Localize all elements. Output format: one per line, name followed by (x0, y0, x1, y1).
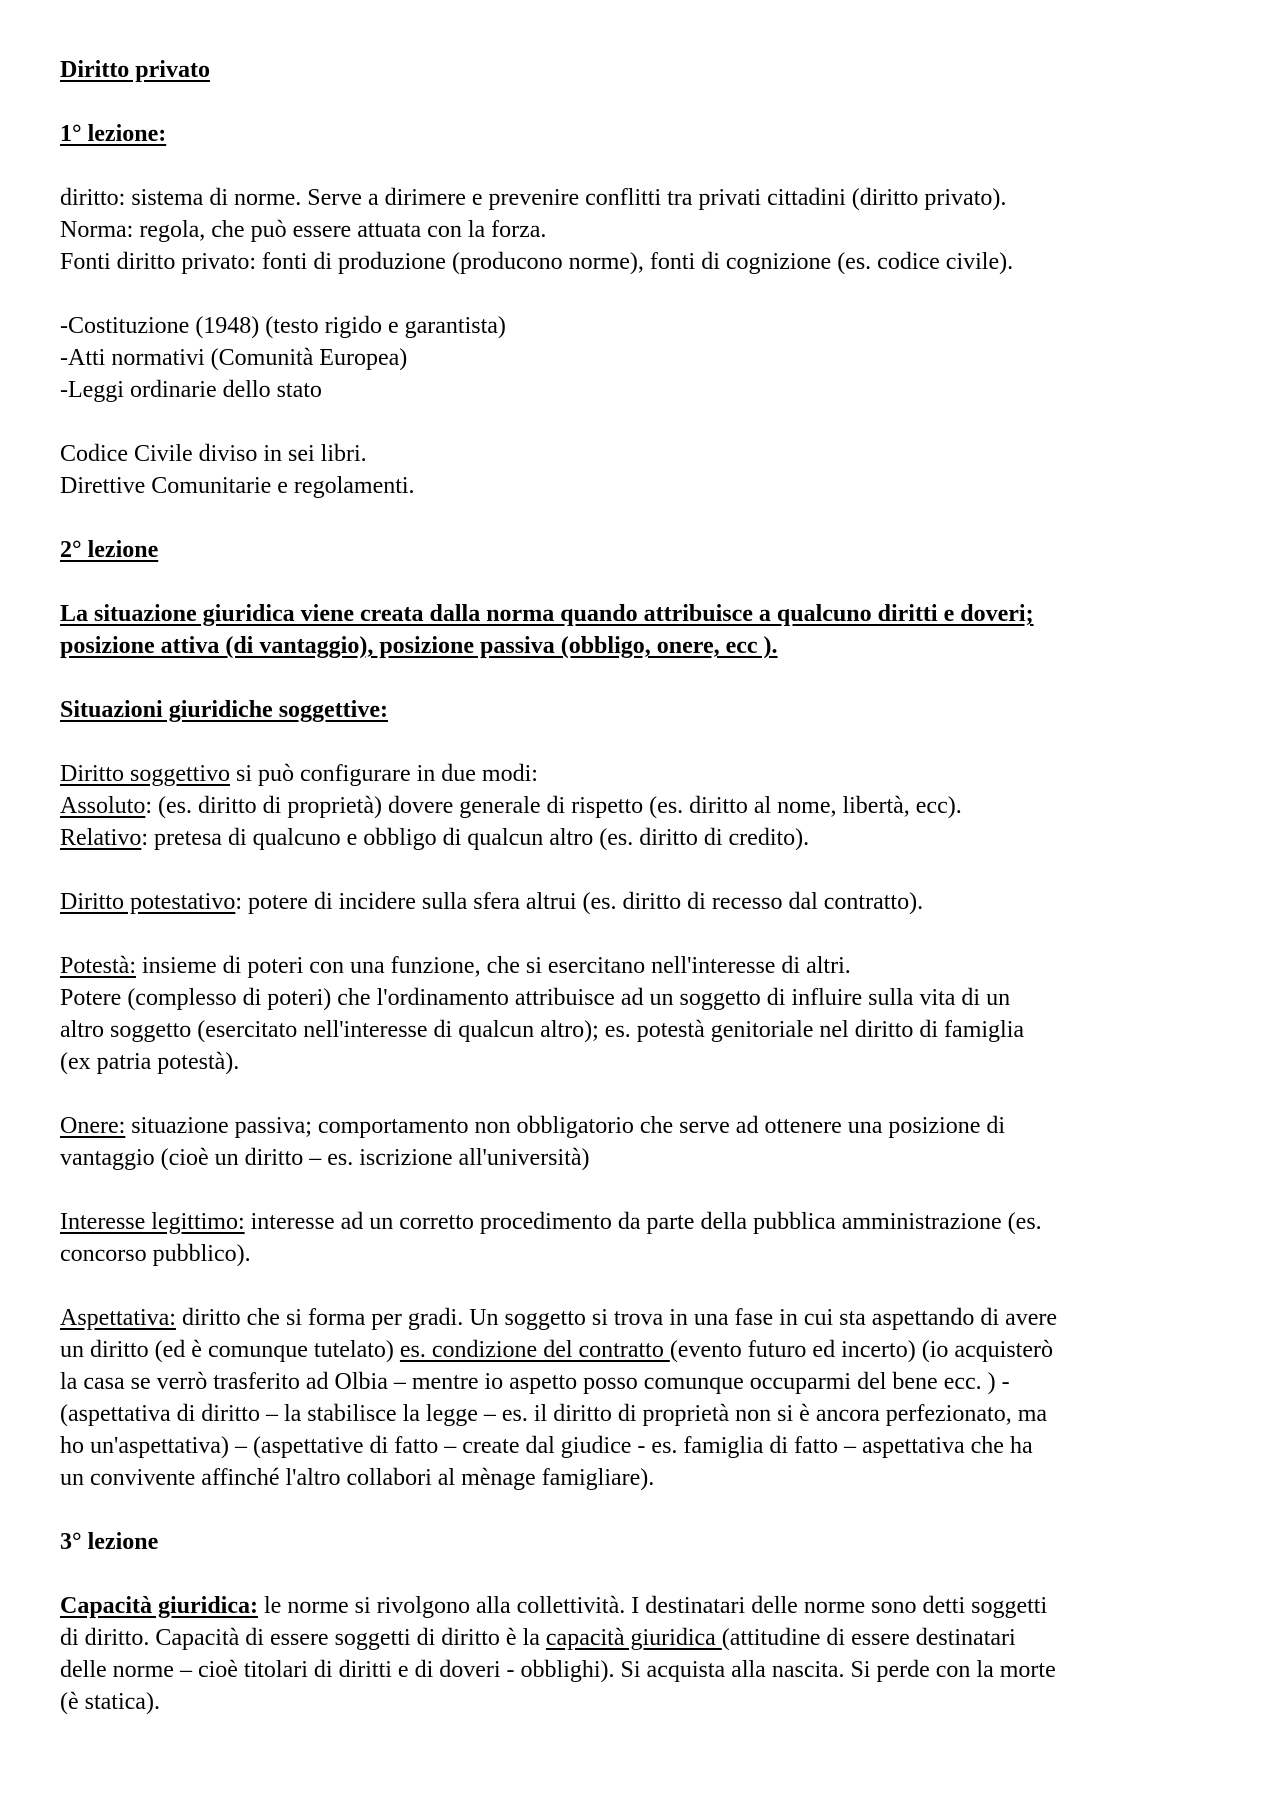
term: Aspettativa: (60, 1305, 176, 1331)
definition-capacita-giuridica (60, 1590, 1240, 1622)
definition-text: diritto che si forma per gradi. Un soggetto si trova in una fase in cui sta aspettando di avere (175, 1305, 1058, 1331)
underlined-phrase: capacità giuridica (545, 1625, 722, 1651)
list-item: -Costituzione (1948) (testo rigido e garantista) (60, 313, 506, 339)
underlined-phrase: es. condizione del contratto (399, 1337, 670, 1363)
paragraph-line: Direttive Comunitarie e regolamenti. (60, 473, 415, 499)
paragraph-line: Codice Civile diviso in sei libri. (60, 441, 367, 467)
paragraph-line: (ex patria potestà). (60, 1049, 240, 1075)
paragraph-line: delle norme – cioè titolari di diritti e di doveri - obblighi). Si acquista alla nascita. Si perde con la morte (60, 1657, 1056, 1683)
paragraph-line: (aspettativa di diritto – la stabilisce la legge – es. il diritto di proprietà non si è ancora perfezionato, ma (60, 1401, 1048, 1427)
text-run: di diritto. Capacità di essere soggetti di diritto è la (60, 1625, 546, 1651)
term: Diritto soggettivo (60, 761, 230, 787)
term: Assoluto (60, 793, 146, 819)
definition-diritto-potestativo (60, 886, 1240, 918)
text-run: un diritto (ed è comunque tutelato) (60, 1337, 400, 1363)
lesson-1-heading: 1° lezione: (60, 121, 167, 147)
definition-potesta (60, 950, 1240, 982)
lesson-2-heading: 2° lezione (60, 537, 159, 563)
section-subheading: Situazioni giuridiche soggettive: (60, 697, 388, 723)
document-page (60, 54, 1240, 1718)
lesson-3-heading: 3° lezione (60, 1529, 159, 1555)
definition-interesse-legittimo (60, 1206, 1240, 1238)
paragraph-line: la casa se verrò trasferito ad Olbia – mentre io aspetto posso comunque occuparmi del bene ecc. ) - (60, 1369, 1010, 1395)
list-item: -Atti normativi (Comunità Europea) (60, 345, 408, 371)
term: Onere: (60, 1113, 126, 1139)
definition-text: : (es. diritto di proprietà) dovere generale di rispetto (es. diritto al nome, libertà, ecc). (145, 793, 962, 819)
definition-onere (60, 1110, 1240, 1142)
definition-text: : pretesa di qualcuno e obbligo di qualcun altro (es. diritto di credito). (141, 825, 810, 851)
paragraph-line (60, 1622, 1240, 1654)
definition-assoluto (60, 790, 1240, 822)
paragraph-line (60, 1334, 1240, 1366)
term: Relativo (60, 825, 142, 851)
bold-statement-line: La situazione giuridica viene creata dalla norma quando attribuisce a qualcuno diritti e doveri; (60, 601, 1034, 627)
paragraph-line: diritto: sistema di norme. Serve a dirimere e prevenire conflitti tra privati cittadini (diritto privato). (60, 185, 1007, 211)
paragraph-line: (è statica). (60, 1689, 160, 1715)
text-run: (attitudine di essere destinatari (721, 1625, 1016, 1651)
term: Interesse legittimo: (60, 1209, 245, 1235)
paragraph-line: vantaggio (cioè un diritto – es. iscrizione all'università) (60, 1145, 590, 1171)
bold-statement-line: posizione attiva (di vantaggio), posizione passiva (obbligo, onere, ecc ). (60, 633, 778, 659)
definition-text: : potere di incidere sulla sfera altrui (es. diritto di recesso dal contratto). (235, 889, 924, 915)
definition-text: si può configurare in due modi: (230, 761, 538, 787)
term: Diritto potestativo (60, 889, 236, 915)
definition-relativo (60, 822, 1240, 854)
list-item: -Leggi ordinarie dello stato (60, 377, 322, 403)
document-title: Diritto privato (60, 57, 210, 83)
paragraph-line: ho un'aspettativa) – (aspettative di fatto – create dal giudice - es. famiglia di fatto – aspettativa che ha (60, 1433, 1033, 1459)
term: Capacità giuridica: (60, 1593, 258, 1619)
paragraph-line: Fonti diritto privato: fonti di produzione (producono norme), fonti di cognizione (es. codice civile). (60, 249, 1014, 275)
definition-diritto-soggettivo (60, 758, 1240, 790)
paragraph-line: Norma: regola, che può essere attuata con la forza. (60, 217, 547, 243)
paragraph-line: concorso pubblico). (60, 1241, 251, 1267)
term: Potestà: (60, 953, 136, 979)
text-run: (evento futuro ed incerto) (io acquisterò (669, 1337, 1053, 1363)
paragraph-line: un convivente affinché l'altro collabori al mènage famigliare). (60, 1465, 655, 1491)
definition-text: interesse ad un corretto procedimento da parte della pubblica amministrazione (es. (244, 1209, 1042, 1235)
definition-text: insieme di poteri con una funzione, che si esercitano nell'interesse di altri. (136, 953, 851, 979)
paragraph-line: altro soggetto (esercitato nell'interesse di qualcun altro); es. potestà genitoriale nel diritto di famiglia (60, 1017, 1025, 1043)
definition-text: le norme si rivolgono alla collettività. I destinatari delle norme sono detti soggetti (258, 1593, 1048, 1619)
paragraph-line: Potere (complesso di poteri) che l'ordinamento attribuisce ad un soggetto di influire sulla vita di un (60, 985, 1011, 1011)
definition-text: situazione passiva; comportamento non obbligatorio che serve ad ottenere una posizione di (125, 1113, 1006, 1139)
definition-aspettativa (60, 1302, 1240, 1334)
